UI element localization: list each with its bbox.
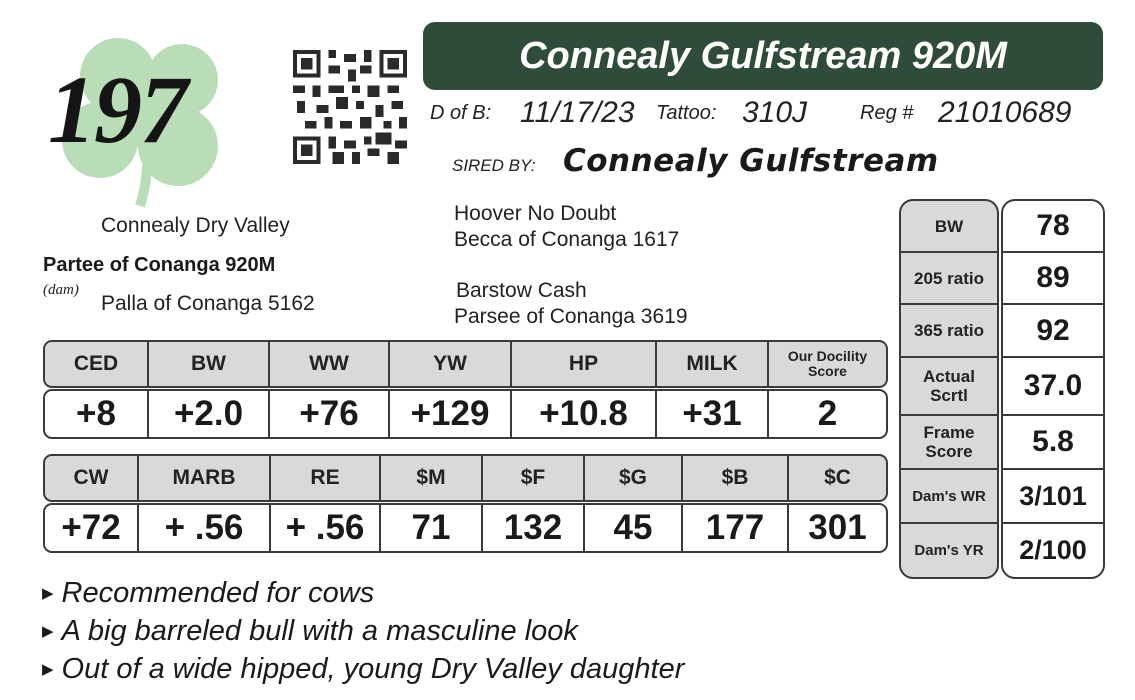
epd-value: +129 bbox=[390, 391, 512, 437]
epd-header: CED bbox=[45, 342, 149, 386]
reg-value: 21010689 bbox=[938, 96, 1072, 129]
stat-value: 5.8 bbox=[1003, 416, 1103, 470]
tattoo-value: 310J bbox=[742, 96, 808, 129]
epd-header-row-2 bbox=[43, 454, 888, 502]
epd-value: + .56 bbox=[271, 505, 381, 551]
epd-header: $G bbox=[585, 456, 683, 500]
stat-label: Dam's WR bbox=[901, 470, 997, 524]
sired-by-label: SIRED BY: bbox=[452, 156, 536, 175]
dam-tag: (dam) bbox=[43, 282, 79, 298]
note-text: Recommended for cows bbox=[61, 576, 375, 609]
epd-header: $M bbox=[381, 456, 483, 500]
lot-number: 197 bbox=[48, 56, 186, 163]
epd-header: BW bbox=[149, 342, 270, 386]
epd-header: MILK bbox=[657, 342, 769, 386]
epd-value: +76 bbox=[270, 391, 390, 437]
note-text: Out of a wide hipped, young Dry Valley daughter bbox=[61, 652, 685, 685]
stat-value: 37.0 bbox=[1003, 358, 1103, 416]
stats-values-column bbox=[1001, 199, 1105, 579]
docility-value: 2 bbox=[817, 394, 838, 433]
note-item bbox=[42, 650, 684, 688]
docility-header-line2: Score bbox=[808, 363, 847, 379]
stat-value: 3/101 bbox=[1003, 470, 1103, 524]
epd-value-row-2 bbox=[43, 503, 888, 553]
note-item bbox=[42, 612, 684, 650]
note-item bbox=[42, 574, 684, 612]
epd-value: 45 bbox=[585, 505, 683, 551]
stat-value: 78 bbox=[1003, 201, 1103, 253]
epd-value: 301 bbox=[808, 508, 867, 547]
epd-value: 71 bbox=[381, 505, 483, 551]
docility-header-line1: Our Docility bbox=[787, 348, 868, 364]
maternal-granddam: Parsee of Conanga 3619 bbox=[454, 305, 688, 328]
epd-value: 132 bbox=[483, 505, 585, 551]
epd-header: $C bbox=[824, 466, 851, 489]
stat-label: 365 ratio bbox=[901, 305, 997, 358]
dob-label: D of B: bbox=[430, 102, 492, 124]
dam-name: Partee of Conanga 920M bbox=[43, 254, 276, 276]
maternal-grandsire: Barstow Cash bbox=[456, 279, 587, 302]
stat-value: 92 bbox=[1003, 305, 1103, 358]
sire-dam: Becca of Conanga 1617 bbox=[454, 228, 680, 251]
triangle-right-icon: ▶ bbox=[42, 623, 54, 640]
notes-list bbox=[42, 574, 684, 688]
epd-header: RE bbox=[271, 456, 381, 500]
stat-label: BW bbox=[901, 201, 997, 253]
registration-line bbox=[430, 96, 1110, 136]
stat-label: Actual Scrtl bbox=[901, 358, 997, 416]
bull-name-title: Connealy Gulfstream 920M bbox=[423, 22, 1103, 90]
epd-value-row-1 bbox=[43, 389, 888, 439]
stat-label: 205 ratio bbox=[901, 253, 997, 305]
epd-header: $B bbox=[683, 456, 789, 500]
epd-value: +31 bbox=[657, 391, 769, 437]
epd-value: + .56 bbox=[139, 505, 271, 551]
reg-label: Reg # bbox=[860, 102, 914, 124]
epd-header: WW bbox=[270, 342, 390, 386]
epd-header: $F bbox=[483, 456, 585, 500]
sire-sire: Hoover No Doubt bbox=[454, 202, 617, 225]
stat-value: 2/100 bbox=[1019, 535, 1087, 565]
epd-value: +10.8 bbox=[512, 391, 657, 437]
stat-value: 89 bbox=[1003, 253, 1103, 305]
dob-value: 11/17/23 bbox=[520, 96, 635, 129]
note-text: A big barreled bull with a masculine look bbox=[61, 614, 578, 647]
sire-name: Connealy Gulfstream bbox=[563, 143, 939, 179]
epd-table-2 bbox=[43, 454, 888, 553]
epd-header: CW bbox=[45, 456, 139, 500]
stat-label: Frame Score bbox=[901, 416, 997, 470]
epd-value: +2.0 bbox=[149, 391, 270, 437]
epd-header: HP bbox=[512, 342, 657, 386]
epd-header: MARB bbox=[139, 456, 271, 500]
dam-sire: Connealy Dry Valley bbox=[101, 214, 290, 237]
docility-header bbox=[769, 342, 886, 386]
tattoo-label: Tattoo: bbox=[656, 102, 717, 124]
epd-header-row-1 bbox=[43, 340, 888, 388]
qr-code-icon bbox=[290, 50, 410, 164]
epd-value: +8 bbox=[45, 391, 149, 437]
triangle-right-icon: ▶ bbox=[42, 585, 54, 602]
stat-label: Dam's YR bbox=[914, 542, 984, 559]
epd-table-1 bbox=[43, 340, 888, 439]
epd-header: YW bbox=[390, 342, 512, 386]
epd-value: 177 bbox=[683, 505, 789, 551]
dam-dam: Palla of Conanga 5162 bbox=[101, 292, 315, 315]
epd-value: +72 bbox=[45, 505, 139, 551]
triangle-right-icon: ▶ bbox=[42, 661, 54, 678]
stats-labels-column bbox=[899, 199, 999, 579]
